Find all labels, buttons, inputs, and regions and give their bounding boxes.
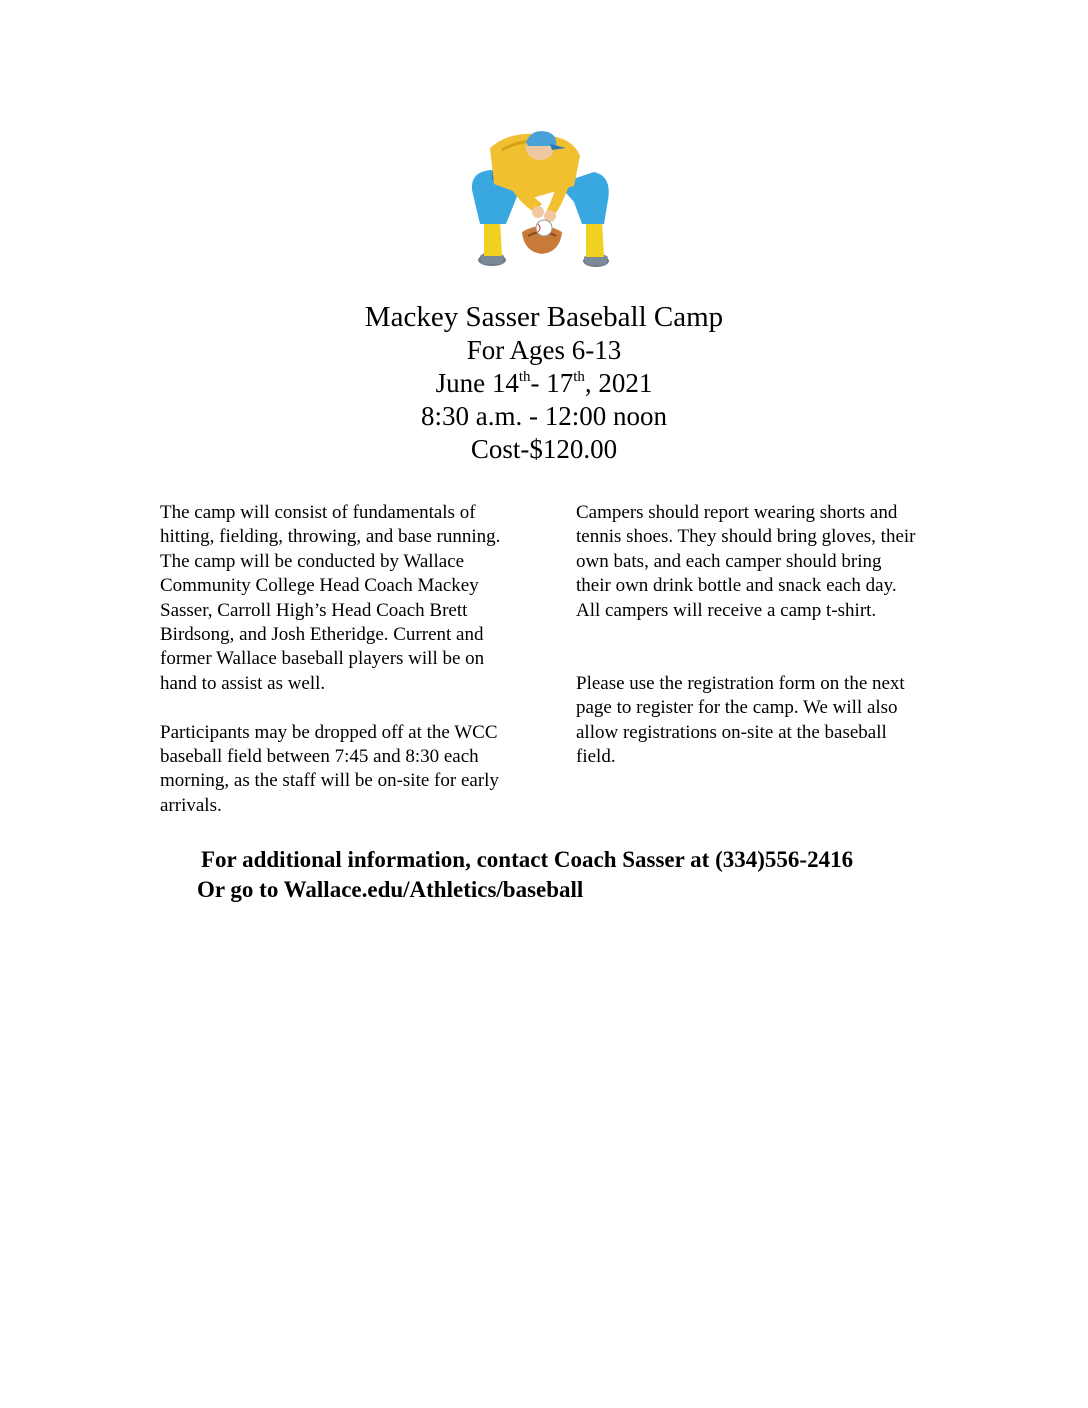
paragraph-gap [576,623,976,647]
left-p2-line: arrivals. [160,794,222,816]
right-p1-line: All campers will receive a camp t-shirt. [576,599,877,621]
baseball-fielder-icon [462,128,622,273]
page-title: Mackey Sasser Baseball Camp [364,301,724,333]
right-p2-line: page to register for the camp. We will also [576,697,898,719]
paragraph-gap [160,696,560,720]
left-p1-line: Birdsong, and Josh Etheridge. Current and [160,624,484,646]
contact-phone-line: For additional information, contact Coach Sasser at (334)556-2416 [201,847,854,872]
contact-website-line: Or go to Wallace.edu/Athletics/baseball [197,877,584,902]
dates-start-suffix: th [518,369,531,385]
cost-line: Cost-$120.00 [470,434,618,464]
right-p2-line: allow registrations on-site at the baseball [576,721,887,743]
left-p2-line: baseball field between 7:45 and 8:30 each [160,746,479,768]
header-block [0,301,1088,466]
right-column [576,501,976,769]
left-p2-line: morning, as the staff will be on-site for early [160,770,499,792]
right-p2-line: Please use the registration form on the next [576,672,905,694]
left-p1-line: The camp will consist of fundamentals of [160,502,476,523]
ages-line: For Ages 6-13 [466,335,622,365]
right-p1-line: Campers should report wearing shorts and [576,502,898,523]
dates-line [0,367,1088,400]
dates-separator: - 17 [530,368,574,398]
paragraph-gap [576,647,976,671]
left-p1-line: Community College Head Coach Mackey [160,575,479,597]
time-line: 8:30 a.m. - 12:00 noon [421,401,667,431]
dates-end-suffix: th [573,369,585,385]
dates-start: June 14 [435,368,519,398]
left-p1-line: hitting, fielding, throwing, and base running. [160,526,501,548]
left-p1-line: The camp will be conducted by Wallace [160,550,465,572]
right-p2-line: field. [576,746,616,768]
dates-year: , 2021 [584,368,653,398]
left-p1-line: Sasser, Carroll High’s Head Coach Brett [160,599,468,621]
left-p1-line: hand to assist as well. [160,672,326,694]
right-p1-line: their own drink bottle and snack each day. [576,575,897,597]
left-p2-line: Participants may be dropped off at the WCC [160,721,498,743]
left-p1-line: former Wallace baseball players will be on [160,648,485,670]
right-p1-line: tennis shoes. They should bring gloves, their [576,526,916,548]
right-p1-line: own bats, and each camper should bring [576,550,882,572]
left-column [160,501,560,818]
